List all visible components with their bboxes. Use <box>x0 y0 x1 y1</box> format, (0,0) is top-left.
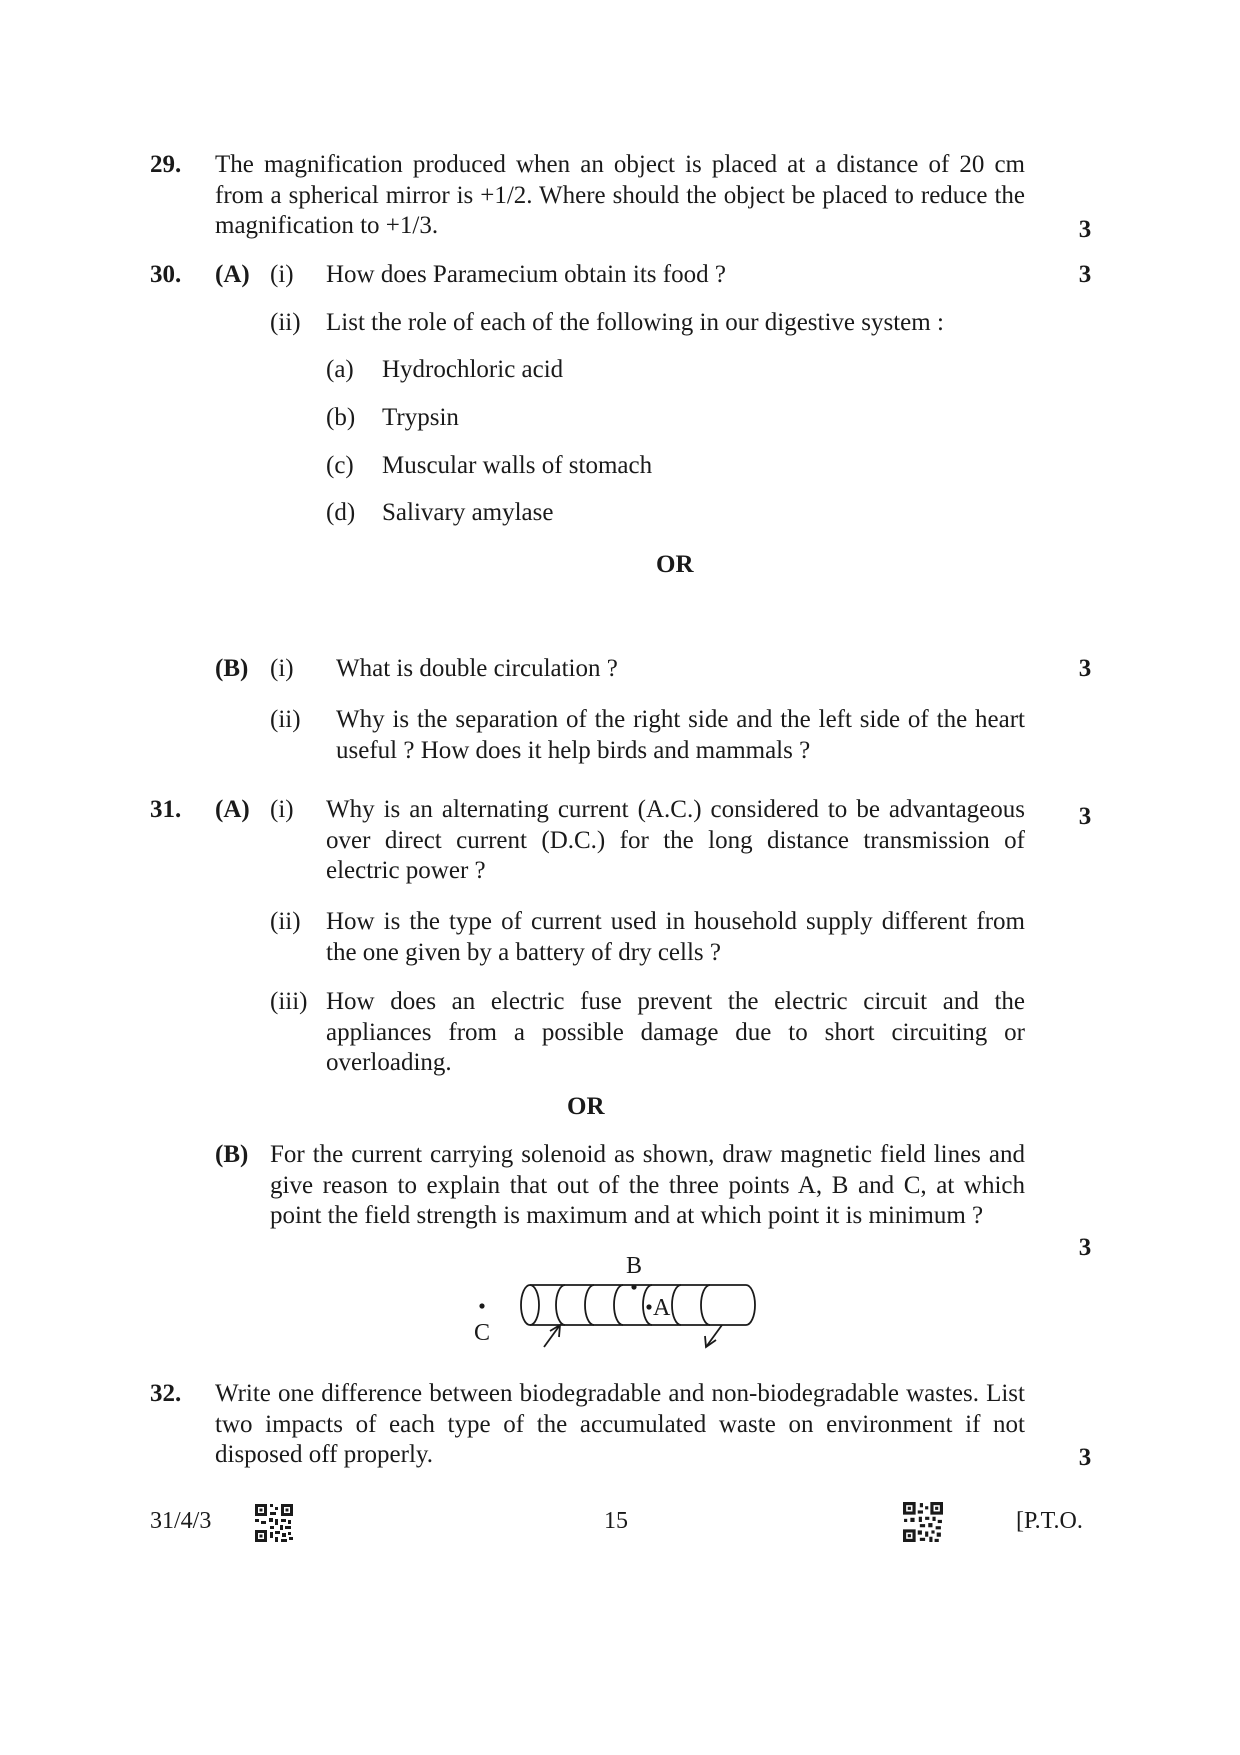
q31-number: 31. <box>150 796 182 823</box>
q32-marks: 3 <box>1078 1444 1092 1471</box>
q30-a-label: (A) <box>215 261 250 288</box>
q30-b-i-marks: 3 <box>1078 655 1092 682</box>
q30-a-ii-d-text: Salivary amylase <box>382 499 554 526</box>
q31-b-marks: 3 <box>1078 1234 1092 1261</box>
q30-a-ii-b-label: (b) <box>326 404 356 431</box>
coil-turn <box>585 1285 594 1325</box>
q31-a-iii-text: How does an electric fuse prevent the electric circuit and the appliances from a possible damage due to short circuiting or overloading. <box>326 988 1025 1076</box>
q31-a-ii-label: (ii) <box>270 908 301 935</box>
footer-paper-code: 31/4/3 <box>150 1508 212 1534</box>
point-c-dot <box>479 1303 484 1308</box>
q30-b-i-label: (i) <box>270 655 294 682</box>
q29-number: 29. <box>150 151 182 178</box>
footer-pto: [P.T.O. <box>1016 1508 1083 1534</box>
q32-number: 32. <box>150 1380 182 1407</box>
coil-turn <box>614 1285 623 1325</box>
point-a-label: A <box>653 1295 671 1321</box>
q30-b-i-text: What is double circulation ? <box>336 655 618 682</box>
point-c-label: C <box>473 1320 491 1346</box>
coil-turn <box>556 1285 565 1325</box>
q31-a-label: (A) <box>215 796 250 823</box>
q31-a-ii-text: How is the type of current used in household supply different from the one given by a battery of dry cells ? <box>326 908 1025 966</box>
point-b-label: B <box>625 1253 643 1279</box>
solenoid-figure <box>460 1245 780 1355</box>
q30-a-ii-d-label: (d) <box>326 499 356 526</box>
q30-number: 30. <box>150 261 182 288</box>
q29-text: The magnification produced when an object is placed at a distance of 20 cm from a spherical mirror is +1/2. Where should the object be placed to reduce the magnification to +1/3. <box>215 151 1025 239</box>
q30-a-i-text: How does Paramecium obtain its food ? <box>326 261 726 288</box>
q32-text: Write one difference between biodegradable and non-biodegradable wastes. List two impacts of each type of the accumulated waste on environment if not disposed off properly. <box>215 1380 1025 1468</box>
q31-a-iii-label: (iii) <box>270 988 308 1015</box>
q30-or-separator: OR <box>656 551 694 578</box>
q31-a-i-label: (i) <box>270 796 294 823</box>
footer-page-number: 15 <box>604 1508 628 1534</box>
q30-a-ii-text: List the role of each of the following in our digestive system : <box>326 309 944 336</box>
point-a-dot <box>646 1304 651 1309</box>
coil-turn <box>672 1285 681 1325</box>
q30-a-i-marks: 3 <box>1078 261 1092 288</box>
q31-b-text: For the current carrying solenoid as shown, draw magnetic field lines and give reason to explain that out of the three points A, B and C, at which point the field strength is maximum and at which point it is minimum ? <box>270 1141 1025 1229</box>
q31-a-i-marks: 3 <box>1078 803 1092 830</box>
solenoid-coil <box>521 1285 755 1347</box>
q31-or-separator: OR <box>567 1093 605 1120</box>
q30-a-ii-a-text: Hydrochloric acid <box>382 356 564 383</box>
qr-code-icon <box>903 1502 943 1542</box>
q30-a-ii-a-label: (a) <box>326 356 354 383</box>
q30-b-ii-text: Why is the separation of the right side and the left side of the heart useful ? How does it help birds and mammals ? <box>336 706 1025 764</box>
q31-b-label: (B) <box>215 1141 249 1168</box>
q30-b-ii-label: (ii) <box>270 706 301 733</box>
qr-code-icon <box>255 1504 293 1542</box>
q30-b-label: (B) <box>215 655 249 682</box>
q29-marks: 3 <box>1078 216 1092 243</box>
q30-a-ii-label: (ii) <box>270 309 301 336</box>
q30-a-ii-c-text: Muscular walls of stomach <box>382 452 653 479</box>
q31-a-i-text: Why is an alternating current (A.C.) considered to be advantageous over direct current (D.C.) for the long distance transmission of electric power ? <box>326 796 1025 884</box>
q30-a-i-label: (i) <box>270 261 294 288</box>
q30-a-ii-b-text: Trypsin <box>382 404 459 431</box>
coil-turn <box>701 1285 710 1325</box>
q30-a-ii-c-label: (c) <box>326 452 354 479</box>
